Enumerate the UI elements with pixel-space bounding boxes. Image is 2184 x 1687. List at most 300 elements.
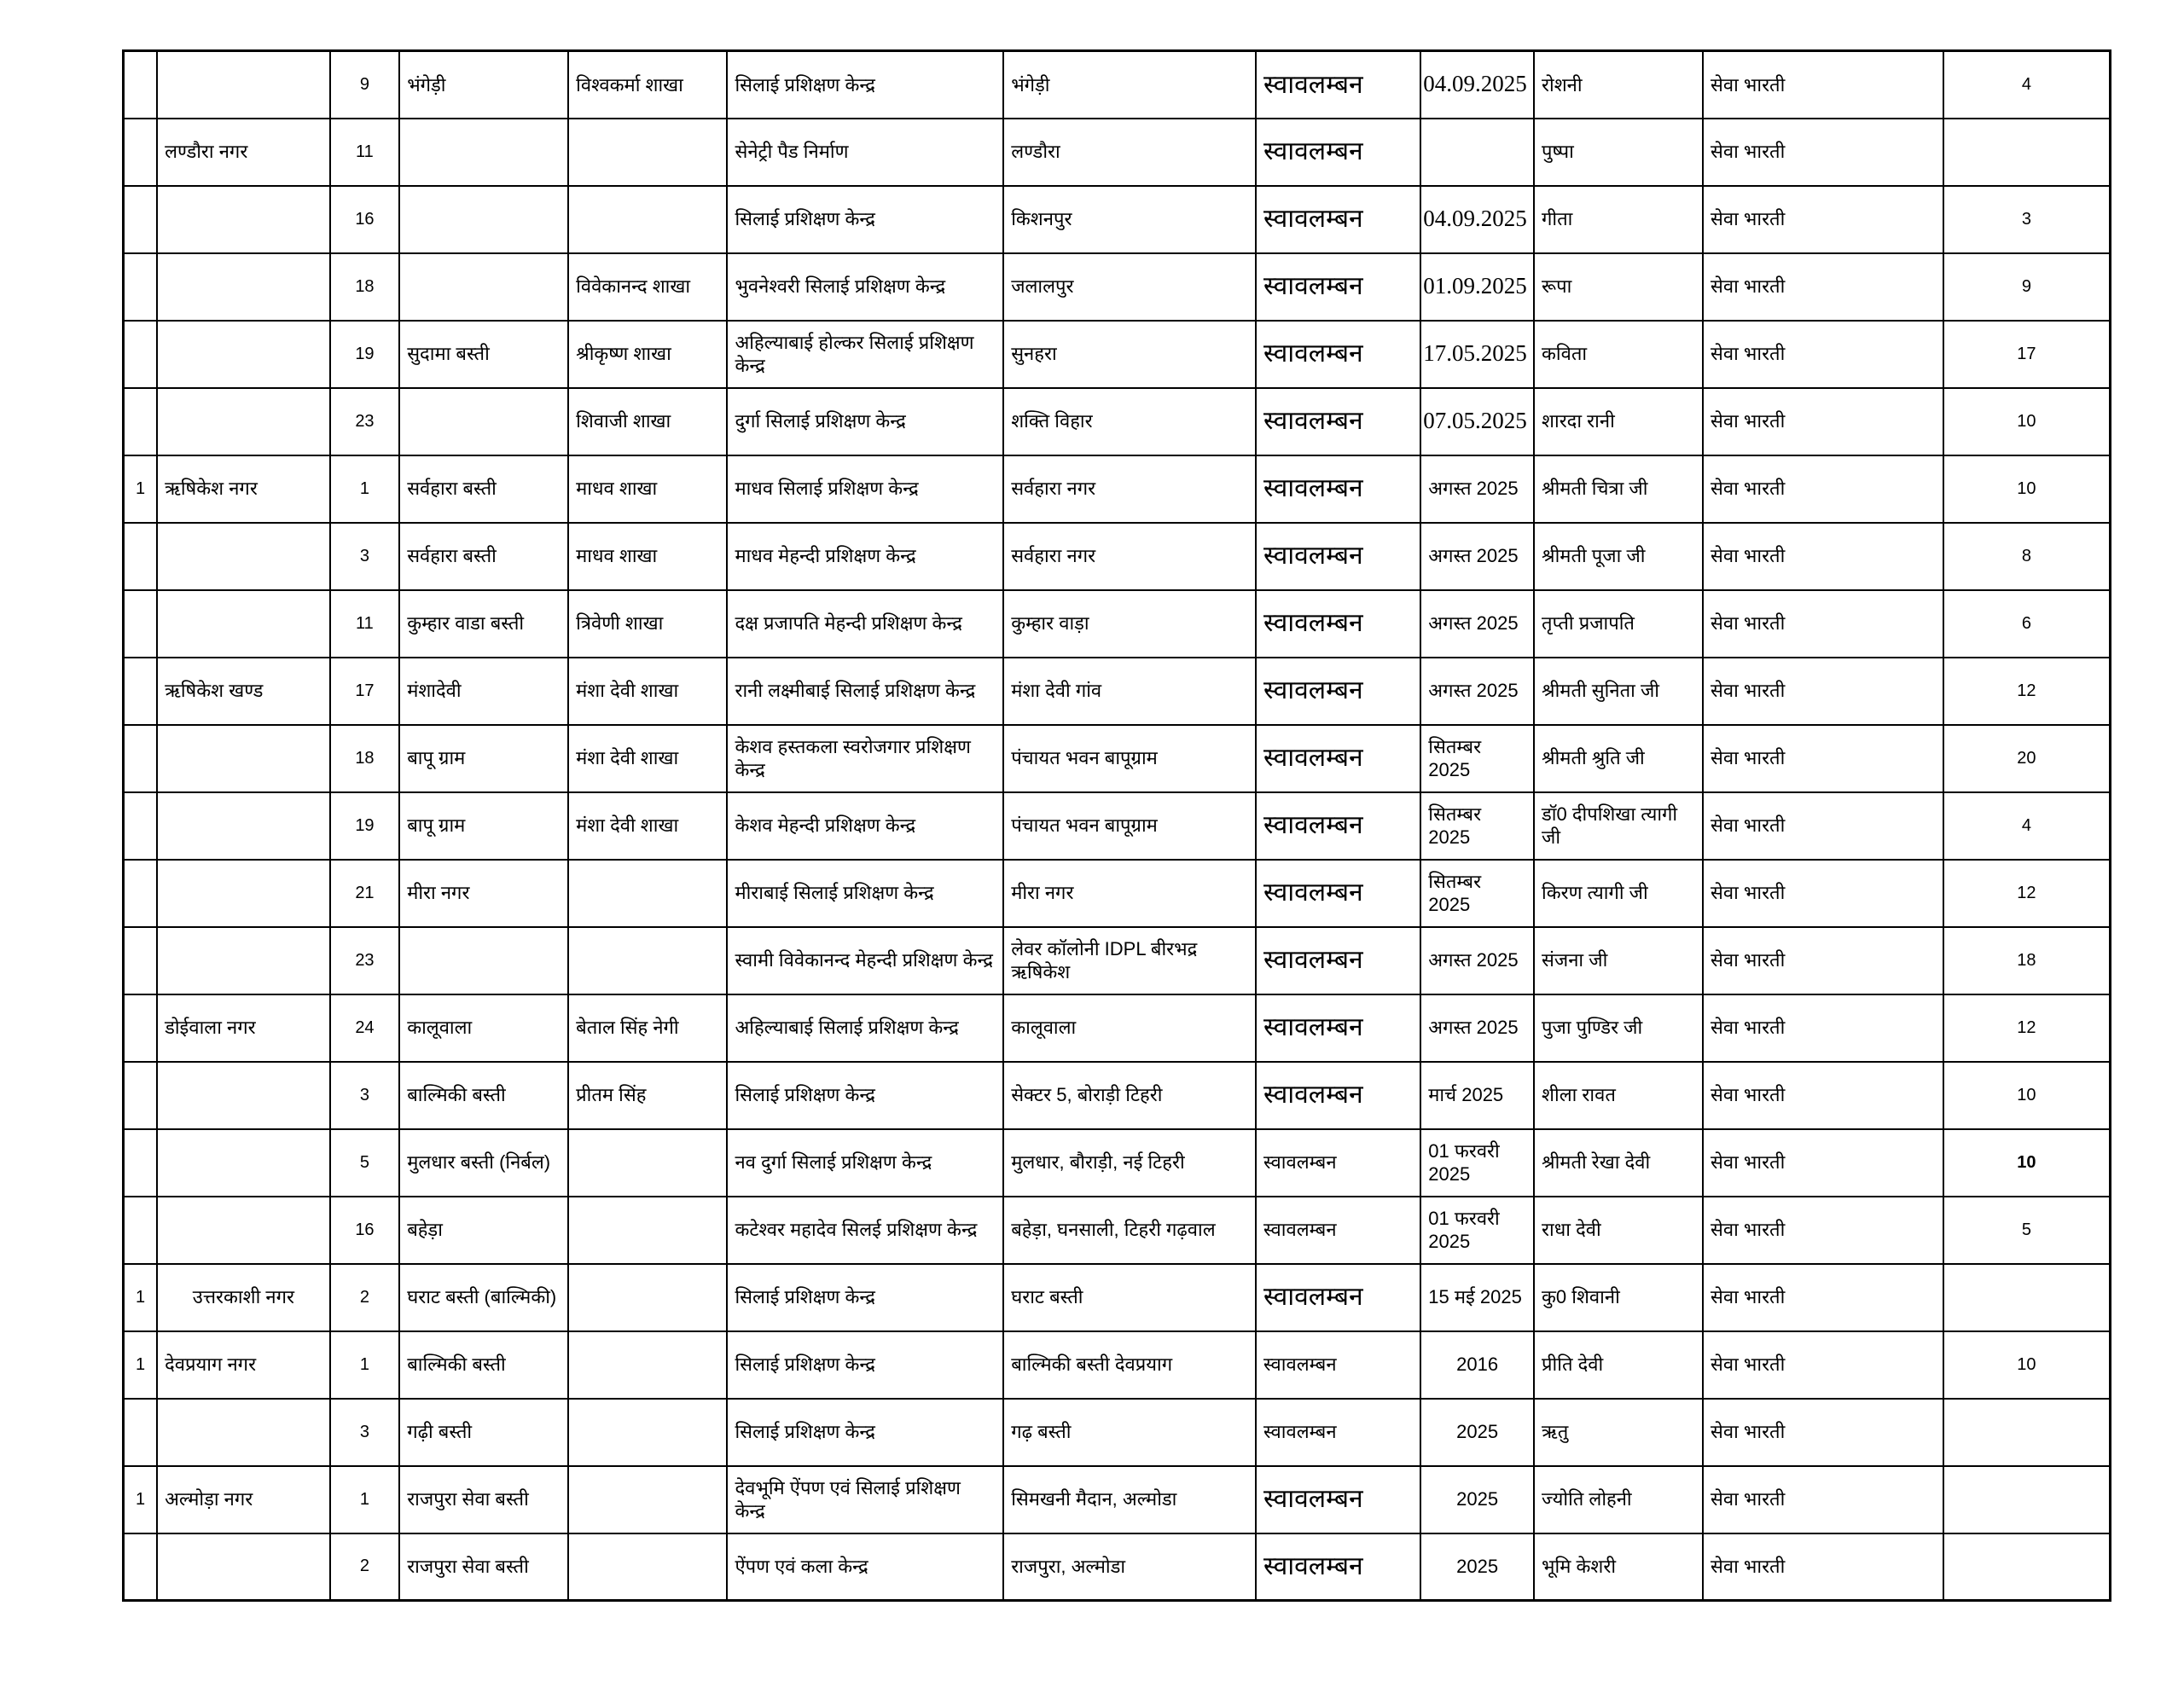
cell-group-no: 1 (124, 1331, 158, 1399)
cell-status: स्वावलम्बन (1256, 1264, 1420, 1331)
cell-sno: 2 (330, 1533, 400, 1601)
cell-shakha: मंशा देवी शाखा (568, 792, 727, 860)
cell-basti: कुम्हार वाडा बस्ती (399, 590, 568, 658)
cell-area (157, 1129, 330, 1197)
cell-basti: मीरा नगर (399, 860, 568, 927)
table-row (124, 1264, 2111, 1331)
cell-shakha (568, 860, 727, 927)
cell-status: स्वावलम्बन (1256, 1062, 1420, 1129)
cell-status: स्वावलम्बन (1256, 455, 1420, 523)
cell-shakha: त्रिवेणी शाखा (568, 590, 727, 658)
cell-basti (399, 119, 568, 186)
cell-sno: 3 (330, 1399, 400, 1466)
cell-status: स्वावलम्बन (1256, 1197, 1420, 1264)
cell-area (157, 725, 330, 792)
cell-sno: 19 (330, 321, 400, 388)
cell-status: स्वावलम्बन (1256, 119, 1420, 186)
cell-kendra: माधव सिलाई प्रशिक्षण केन्द्र (727, 455, 1003, 523)
cell-area (157, 388, 330, 455)
cell-date: 2025 (1420, 1399, 1534, 1466)
cell-basti: भंगेड़ी (399, 51, 568, 119)
cell-org: सेवा भारती (1703, 1129, 1943, 1197)
cell-sno: 1 (330, 455, 400, 523)
cell-count: 18 (1943, 927, 2111, 994)
cell-basti: बापू ग्राम (399, 725, 568, 792)
cell-kendra: अहिल्याबाई सिलाई प्रशिक्षण केन्द्र (727, 994, 1003, 1062)
cell-sno: 2 (330, 1264, 400, 1331)
cell-shakha (568, 1197, 727, 1264)
cell-group-no (124, 658, 158, 725)
table-body (124, 51, 2111, 1601)
cell-org: सेवा भारती (1703, 455, 1943, 523)
cell-area: देवप्रयाग नगर (157, 1331, 330, 1399)
cell-org: सेवा भारती (1703, 186, 1943, 253)
cell-basti: बाल्मिकी बस्ती (399, 1331, 568, 1399)
cell-group-no (124, 1197, 158, 1264)
cell-basti (399, 388, 568, 455)
cell-basti: बापू ग्राम (399, 792, 568, 860)
cell-location: बहेड़ा, घनसाली, टिहरी गढ़वाल (1003, 1197, 1256, 1264)
cell-count: 20 (1943, 725, 2111, 792)
cell-date: 01 फरवरी 2025 (1420, 1197, 1534, 1264)
cell-kendra: नव दुर्गा सिलाई प्रशिक्षण केन्द्र (727, 1129, 1003, 1197)
cell-sno: 21 (330, 860, 400, 927)
cell-sno: 9 (330, 51, 400, 119)
cell-location: राजपुरा, अल्मोडा (1003, 1533, 1256, 1601)
cell-count: 12 (1943, 994, 2111, 1062)
cell-shakha (568, 1533, 727, 1601)
cell-org: सेवा भारती (1703, 1399, 1943, 1466)
cell-person: ज्योति लोहनी (1534, 1466, 1703, 1533)
cell-date (1420, 119, 1534, 186)
cell-group-no (124, 590, 158, 658)
cell-basti (399, 186, 568, 253)
table-row (124, 927, 2111, 994)
cell-count (1943, 1264, 2111, 1331)
cell-person: श्रीमती चित्रा जी (1534, 455, 1703, 523)
cell-shakha: प्रीतम सिंह (568, 1062, 727, 1129)
cell-location: लण्डौरा (1003, 119, 1256, 186)
cell-group-no: 1 (124, 1264, 158, 1331)
cell-kendra: सेनेट्री पैड निर्माण (727, 119, 1003, 186)
cell-org: सेवा भारती (1703, 1331, 1943, 1399)
table-row (124, 119, 2111, 186)
cell-status: स्वावलम्बन (1256, 186, 1420, 253)
cell-sno: 1 (330, 1331, 400, 1399)
cell-org: सेवा भारती (1703, 658, 1943, 725)
cell-org: सेवा भारती (1703, 388, 1943, 455)
cell-location: कुम्हार वाड़ा (1003, 590, 1256, 658)
cell-status: स्वावलम्बन (1256, 1533, 1420, 1601)
cell-sno: 24 (330, 994, 400, 1062)
cell-basti: गढ़ी बस्ती (399, 1399, 568, 1466)
cell-group-no (124, 253, 158, 321)
cell-person: श्रीमती पूजा जी (1534, 523, 1703, 590)
cell-group-no (124, 1062, 158, 1129)
cell-sno: 16 (330, 1197, 400, 1264)
table-row (124, 725, 2111, 792)
cell-kendra: रानी लक्ष्मीबाई सिलाई प्रशिक्षण केन्द्र (727, 658, 1003, 725)
cell-person: पुजा पुण्डिर जी (1534, 994, 1703, 1062)
cell-shakha (568, 1331, 727, 1399)
cell-shakha (568, 186, 727, 253)
table-row (124, 1197, 2111, 1264)
cell-location: शक्ति विहार (1003, 388, 1256, 455)
cell-location: मंशा देवी गांव (1003, 658, 1256, 725)
cell-location: गढ़ बस्ती (1003, 1399, 1256, 1466)
cell-date: अगस्त 2025 (1420, 590, 1534, 658)
cell-group-no (124, 1533, 158, 1601)
cell-kendra: ऐंपण एवं कला केन्द्र (727, 1533, 1003, 1601)
table-row (124, 860, 2111, 927)
table-row (124, 590, 2111, 658)
table-row (124, 253, 2111, 321)
cell-group-no (124, 927, 158, 994)
cell-group-no (124, 51, 158, 119)
cell-shakha: बेताल सिंह नेगी (568, 994, 727, 1062)
cell-org: सेवा भारती (1703, 725, 1943, 792)
cell-date: 04.09.2025 (1420, 51, 1534, 119)
cell-person: कु0 शिवानी (1534, 1264, 1703, 1331)
cell-date: अगस्त 2025 (1420, 523, 1534, 590)
cell-status: स्वावलम्बन (1256, 51, 1420, 119)
cell-sno: 11 (330, 119, 400, 186)
cell-basti (399, 253, 568, 321)
cell-person: रूपा (1534, 253, 1703, 321)
cell-sno: 18 (330, 725, 400, 792)
cell-person: पुष्पा (1534, 119, 1703, 186)
cell-status: स्वावलम्बन (1256, 590, 1420, 658)
cell-basti: राजपुरा सेवा बस्ती (399, 1466, 568, 1533)
cell-person: राधा देवी (1534, 1197, 1703, 1264)
cell-area (157, 590, 330, 658)
cell-location: जलालपुर (1003, 253, 1256, 321)
cell-sno: 5 (330, 1129, 400, 1197)
cell-shakha (568, 1399, 727, 1466)
cell-person: श्रीमती सुनिता जी (1534, 658, 1703, 725)
cell-status: स्वावलम्बन (1256, 927, 1420, 994)
cell-org: सेवा भारती (1703, 590, 1943, 658)
cell-area (157, 1399, 330, 1466)
cell-org: सेवा भारती (1703, 994, 1943, 1062)
cell-sno: 1 (330, 1466, 400, 1533)
cell-date: अगस्त 2025 (1420, 658, 1534, 725)
cell-date: 01 फरवरी 2025 (1420, 1129, 1534, 1197)
cell-kendra: अहिल्याबाई होल्कर सिलाई प्रशिक्षण केन्द्र (727, 321, 1003, 388)
cell-shakha: मंशा देवी शाखा (568, 725, 727, 792)
cell-area: डोईवाला नगर (157, 994, 330, 1062)
cell-kendra: भुवनेश्वरी सिलाई प्रशिक्षण केन्द्र (727, 253, 1003, 321)
cell-group-no (124, 994, 158, 1062)
cell-count: 12 (1943, 860, 2111, 927)
cell-group-no (124, 792, 158, 860)
cell-count: 10 (1943, 388, 2111, 455)
cell-person: श्रीमती श्रुति जी (1534, 725, 1703, 792)
cell-basti: सुदामा बस्ती (399, 321, 568, 388)
cell-shakha: श्रीकृष्ण शाखा (568, 321, 727, 388)
cell-kendra: सिलाई प्रशिक्षण केन्द्र (727, 1062, 1003, 1129)
cell-count: 10 (1943, 455, 2111, 523)
cell-kendra: कटेश्वर महादेव सिलई प्रशिक्षण केन्द्र (727, 1197, 1003, 1264)
table-row (124, 1062, 2111, 1129)
cell-org: सेवा भारती (1703, 1466, 1943, 1533)
cell-location: भंगेड़ी (1003, 51, 1256, 119)
cell-person: शीला रावत (1534, 1062, 1703, 1129)
cell-location: पंचायत भवन बापूग्राम (1003, 792, 1256, 860)
cell-kendra: केशव हस्तकला स्वरोजगार प्रशिक्षण केन्द्र (727, 725, 1003, 792)
cell-org: सेवा भारती (1703, 927, 1943, 994)
cell-count: 10 (1943, 1331, 2111, 1399)
cell-shakha (568, 119, 727, 186)
cell-location: मीरा नगर (1003, 860, 1256, 927)
cell-group-no (124, 1129, 158, 1197)
cell-status: स्वावलम्बन (1256, 1331, 1420, 1399)
cell-location: घराट बस्ती (1003, 1264, 1256, 1331)
cell-group-no: 1 (124, 455, 158, 523)
cell-status: स्वावलम्बन (1256, 388, 1420, 455)
cell-area: ऋषिकेश खण्ड (157, 658, 330, 725)
cell-group-no (124, 725, 158, 792)
cell-group-no (124, 860, 158, 927)
cell-location: सुनहरा (1003, 321, 1256, 388)
cell-sno: 3 (330, 1062, 400, 1129)
cell-location: किशनपुर (1003, 186, 1256, 253)
cell-person: भूमि केशरी (1534, 1533, 1703, 1601)
cell-count: 6 (1943, 590, 2111, 658)
cell-org: सेवा भारती (1703, 1533, 1943, 1601)
cell-area (157, 1533, 330, 1601)
cell-basti: मंशादेवी (399, 658, 568, 725)
cell-shakha (568, 927, 727, 994)
cell-org: सेवा भारती (1703, 1062, 1943, 1129)
table-row (124, 1399, 2111, 1466)
cell-group-no (124, 321, 158, 388)
cell-count: 17 (1943, 321, 2111, 388)
cell-basti: कालूवाला (399, 994, 568, 1062)
cell-person: श्रीमती रेखा देवी (1534, 1129, 1703, 1197)
cell-org: सेवा भारती (1703, 51, 1943, 119)
cell-sno: 11 (330, 590, 400, 658)
cell-person: रोशनी (1534, 51, 1703, 119)
cell-org: सेवा भारती (1703, 523, 1943, 590)
cell-org: सेवा भारती (1703, 860, 1943, 927)
cell-count: 5 (1943, 1197, 2111, 1264)
table-row (124, 792, 2111, 860)
cell-sno: 23 (330, 927, 400, 994)
cell-status: स्वावलम्बन (1256, 860, 1420, 927)
cell-sno: 19 (330, 792, 400, 860)
cell-group-no (124, 119, 158, 186)
cell-sno: 3 (330, 523, 400, 590)
table-row (124, 1331, 2111, 1399)
cell-shakha (568, 1466, 727, 1533)
cell-area (157, 253, 330, 321)
cell-sno: 18 (330, 253, 400, 321)
cell-status: स्वावलम्बन (1256, 658, 1420, 725)
table-row (124, 1466, 2111, 1533)
cell-group-no (124, 388, 158, 455)
cell-shakha: मंशा देवी शाखा (568, 658, 727, 725)
cell-date: सितम्बर 2025 (1420, 725, 1534, 792)
cell-area: ऋषिकेश नगर (157, 455, 330, 523)
cell-count (1943, 1399, 2111, 1466)
cell-basti: सर्वहारा बस्ती (399, 455, 568, 523)
training-centers-table (122, 49, 2111, 1602)
cell-basti: सर्वहारा बस्ती (399, 523, 568, 590)
table-row (124, 455, 2111, 523)
cell-org: सेवा भारती (1703, 119, 1943, 186)
cell-date: 2025 (1420, 1533, 1534, 1601)
cell-sno: 16 (330, 186, 400, 253)
cell-count: 9 (1943, 253, 2111, 321)
cell-count: 8 (1943, 523, 2111, 590)
cell-count: 3 (1943, 186, 2111, 253)
cell-area: अल्मोड़ा नगर (157, 1466, 330, 1533)
cell-basti: घराट बस्ती (बाल्मिकी) (399, 1264, 568, 1331)
cell-basti (399, 927, 568, 994)
cell-area (157, 1062, 330, 1129)
cell-shakha (568, 1264, 727, 1331)
cell-location: सिमखनी मैदान, अल्मोडा (1003, 1466, 1256, 1533)
cell-area (157, 186, 330, 253)
cell-kendra: माधव मेहन्दी प्रशिक्षण केन्द्र (727, 523, 1003, 590)
cell-date: 07.05.2025 (1420, 388, 1534, 455)
cell-group-no (124, 523, 158, 590)
cell-location: सर्वहारा नगर (1003, 455, 1256, 523)
cell-date: मार्च 2025 (1420, 1062, 1534, 1129)
cell-group-no (124, 1399, 158, 1466)
cell-location: सेक्टर 5, बोराड़ी टिहरी (1003, 1062, 1256, 1129)
cell-date: अगस्त 2025 (1420, 927, 1534, 994)
table-row (124, 321, 2111, 388)
table-row (124, 388, 2111, 455)
cell-area (157, 927, 330, 994)
cell-status: स्वावलम्बन (1256, 1399, 1420, 1466)
table-row (124, 186, 2111, 253)
cell-person: किरण त्यागी जी (1534, 860, 1703, 927)
table-row (124, 51, 2111, 119)
table-row (124, 1533, 2111, 1601)
cell-kendra: देवभूमि ऐंपण एवं सिलाई प्रशिक्षण केन्द्र (727, 1466, 1003, 1533)
cell-date: अगस्त 2025 (1420, 455, 1534, 523)
cell-kendra: स्वामी विवेकानन्द मेहन्दी प्रशिक्षण केन्द्र (727, 927, 1003, 994)
cell-basti: मुलधार बस्ती (निर्बल) (399, 1129, 568, 1197)
cell-area (157, 1197, 330, 1264)
cell-kendra: सिलाई प्रशिक्षण केन्द्र (727, 1264, 1003, 1331)
cell-area (157, 792, 330, 860)
cell-kendra: सिलाई प्रशिक्षण केन्द्र (727, 1331, 1003, 1399)
cell-org: सेवा भारती (1703, 1264, 1943, 1331)
cell-count: 10 (1943, 1129, 2111, 1197)
cell-person: कविता (1534, 321, 1703, 388)
cell-date: 01.09.2025 (1420, 253, 1534, 321)
cell-kendra: दक्ष प्रजापति मेहन्दी प्रशिक्षण केन्द्र (727, 590, 1003, 658)
cell-org: सेवा भारती (1703, 792, 1943, 860)
cell-org: सेवा भारती (1703, 253, 1943, 321)
cell-location: कालूवाला (1003, 994, 1256, 1062)
cell-date: 17.05.2025 (1420, 321, 1534, 388)
cell-area: उत्तरकाशी नगर (157, 1264, 330, 1331)
cell-person: शारदा रानी (1534, 388, 1703, 455)
cell-status: स्वावलम्बन (1256, 321, 1420, 388)
cell-person: संजना जी (1534, 927, 1703, 994)
cell-date: 2025 (1420, 1466, 1534, 1533)
cell-sno: 23 (330, 388, 400, 455)
cell-count: 12 (1943, 658, 2111, 725)
cell-shakha: माधव शाखा (568, 455, 727, 523)
cell-date: 04.09.2025 (1420, 186, 1534, 253)
table-row (124, 523, 2111, 590)
cell-date: 15 मई 2025 (1420, 1264, 1534, 1331)
cell-kendra: सिलाई प्रशिक्षण केन्द्र (727, 1399, 1003, 1466)
cell-kendra: सिलाई प्रशिक्षण केन्द्र (727, 51, 1003, 119)
cell-area (157, 523, 330, 590)
cell-person: ऋतु (1534, 1399, 1703, 1466)
cell-area (157, 51, 330, 119)
cell-person: डॉ0 दीपशिखा त्यागी जी (1534, 792, 1703, 860)
cell-date: सितम्बर 2025 (1420, 860, 1534, 927)
cell-person: तृप्ती प्रजापति (1534, 590, 1703, 658)
cell-date: 2016 (1420, 1331, 1534, 1399)
cell-org: सेवा भारती (1703, 321, 1943, 388)
cell-basti: बाल्मिकी बस्ती (399, 1062, 568, 1129)
table-row (124, 994, 2111, 1062)
cell-count (1943, 119, 2111, 186)
cell-person: गीता (1534, 186, 1703, 253)
cell-kendra: दुर्गा सिलाई प्रशिक्षण केन्द्र (727, 388, 1003, 455)
cell-sno: 17 (330, 658, 400, 725)
cell-count: 4 (1943, 792, 2111, 860)
cell-status: स्वावलम्बन (1256, 994, 1420, 1062)
cell-basti: राजपुरा सेवा बस्ती (399, 1533, 568, 1601)
cell-shakha: विवेकानन्द शाखा (568, 253, 727, 321)
cell-location: मुलधार, बौराड़ी, नई टिहरी (1003, 1129, 1256, 1197)
cell-status: स्वावलम्बन (1256, 253, 1420, 321)
cell-location: लेवर कॉलोनी IDPL बीरभद्र ऋषिकेश (1003, 927, 1256, 994)
cell-count (1943, 1533, 2111, 1601)
table-row (124, 1129, 2111, 1197)
cell-area (157, 321, 330, 388)
cell-count: 10 (1943, 1062, 2111, 1129)
cell-group-no: 1 (124, 1466, 158, 1533)
cell-area: लण्डौरा नगर (157, 119, 330, 186)
cell-area (157, 860, 330, 927)
cell-count: 4 (1943, 51, 2111, 119)
cell-location: बाल्मिकी बस्ती देवप्रयाग (1003, 1331, 1256, 1399)
cell-org: सेवा भारती (1703, 1197, 1943, 1264)
cell-count (1943, 1466, 2111, 1533)
cell-shakha: माधव शाखा (568, 523, 727, 590)
cell-kendra: केशव मेहन्दी प्रशिक्षण केन्द्र (727, 792, 1003, 860)
cell-status: स्वावलम्बन (1256, 792, 1420, 860)
cell-status: स्वावलम्बन (1256, 725, 1420, 792)
cell-group-no (124, 186, 158, 253)
table-row (124, 658, 2111, 725)
cell-date: अगस्त 2025 (1420, 994, 1534, 1062)
cell-shakha (568, 1129, 727, 1197)
cell-basti: बहेड़ा (399, 1197, 568, 1264)
cell-shakha: शिवाजी शाखा (568, 388, 727, 455)
cell-status: स्वावलम्बन (1256, 523, 1420, 590)
cell-location: सर्वहारा नगर (1003, 523, 1256, 590)
cell-date: सितम्बर 2025 (1420, 792, 1534, 860)
cell-shakha: विश्वकर्मा शाखा (568, 51, 727, 119)
cell-status: स्वावलम्बन (1256, 1466, 1420, 1533)
cell-kendra: मीराबाई सिलाई प्रशिक्षण केन्द्र (727, 860, 1003, 927)
cell-person: प्रीति देवी (1534, 1331, 1703, 1399)
cell-status: स्वावलम्बन (1256, 1129, 1420, 1197)
cell-location: पंचायत भवन बापूग्राम (1003, 725, 1256, 792)
